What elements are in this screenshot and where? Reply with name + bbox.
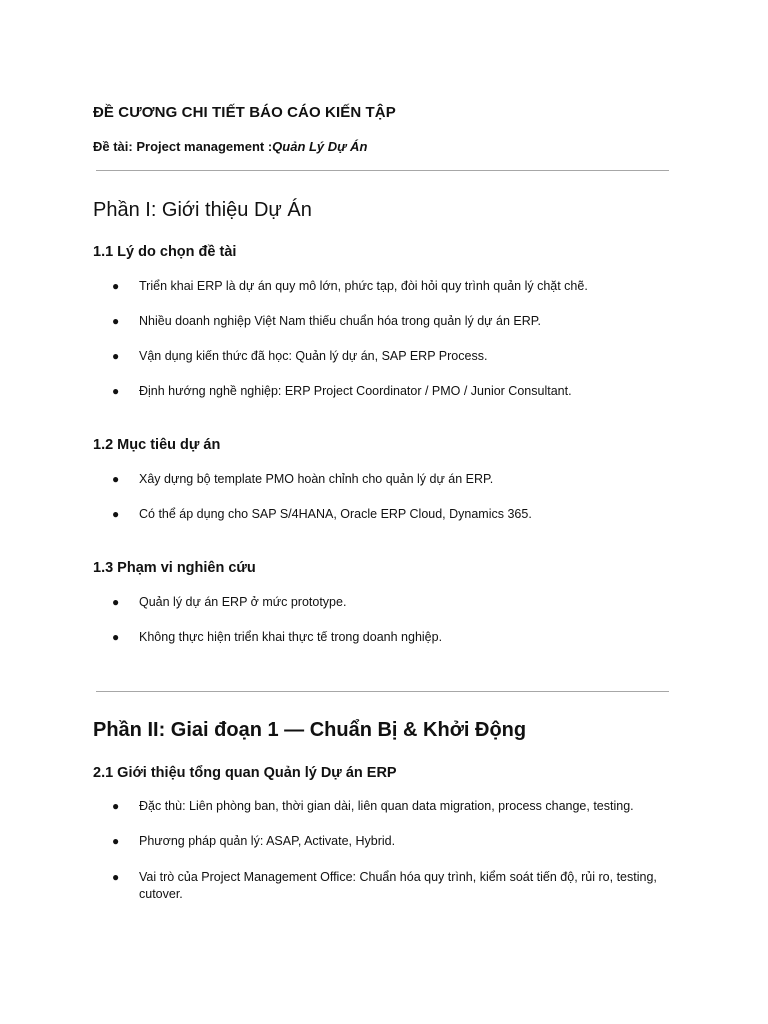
section-1-1-heading: 1.1 Lý do chọn đề tài <box>93 244 237 260</box>
bullet-icon: ● <box>112 279 120 293</box>
list-item-text: Vận dụng kiến thức đã học: Quản lý dự án, SAP ERP Process. <box>139 349 488 363</box>
section-2-1-heading: 2.1 Giới thiệu tổng quan Quản lý Dự án ERP <box>93 765 397 781</box>
document-topic <box>93 139 367 154</box>
bullet-icon: ● <box>112 349 120 363</box>
bullet-icon: ● <box>112 314 120 328</box>
list-item-text: Định hướng nghề nghiệp: ERP Project Coordinator / PMO / Junior Consultant. <box>139 384 572 398</box>
list-item-text: Phương pháp quản lý: ASAP, Activate, Hybrid. <box>139 834 396 848</box>
bullet-icon: ● <box>112 595 120 609</box>
list-item-text: Quản lý dự án ERP ở mức prototype. <box>139 595 347 609</box>
list-item-text: Triển khai ERP là dự án quy mô lớn, phức tạp, đòi hỏi quy trình quản lý chặt chẽ. <box>139 279 588 293</box>
list-item-text: Đặc thù: Liên phòng ban, thời gian dài, liên quan data migration, process change, testing. <box>139 799 634 813</box>
bullet-icon: ● <box>112 472 120 486</box>
list-item-text: Không thực hiện triển khai thực tế trong doanh nghiệp. <box>139 630 443 644</box>
topic-value: Quản Lý Dự Án <box>272 139 368 154</box>
bullet-icon: ● <box>112 507 120 521</box>
topic-label: Đề tài: Project management : <box>93 139 273 154</box>
bullet-icon: ● <box>112 384 120 398</box>
document-title: ĐỀ CƯƠNG CHI TIẾT BÁO CÁO KIẾN TẬP <box>93 104 396 121</box>
horizontal-rule <box>96 691 669 692</box>
bullet-icon: ● <box>112 870 120 884</box>
part2-heading: Phần II: Giai đoạn 1 — Chuẩn Bị & Khởi Động <box>93 719 527 741</box>
horizontal-rule <box>96 170 669 171</box>
list-item-text: Có thể áp dụng cho SAP S/4HANA, Oracle ERP Cloud, Dynamics 365. <box>139 507 532 521</box>
section-1-2-heading: 1.2 Mục tiêu dự án <box>93 437 221 453</box>
list-item-text: Xây dựng bộ template PMO hoàn chỉnh cho quản lý dự án ERP. <box>139 472 494 486</box>
list-item-text: Nhiều doanh nghiệp Việt Nam thiếu chuẩn hóa trong quản lý dự án ERP. <box>139 314 541 328</box>
bullet-icon: ● <box>112 834 120 848</box>
list-item-text: Vai trò của Project Management Office: Chuẩn hóa quy trình, kiểm soát tiến độ, rủi ro, testing, cutover. <box>139 870 657 901</box>
part1-heading: Phần I: Giới thiệu Dự Án <box>93 199 312 221</box>
section-1-3-heading: 1.3 Phạm vi nghiên cứu <box>93 560 256 576</box>
bullet-icon: ● <box>112 630 120 644</box>
bullet-icon: ● <box>112 799 120 813</box>
